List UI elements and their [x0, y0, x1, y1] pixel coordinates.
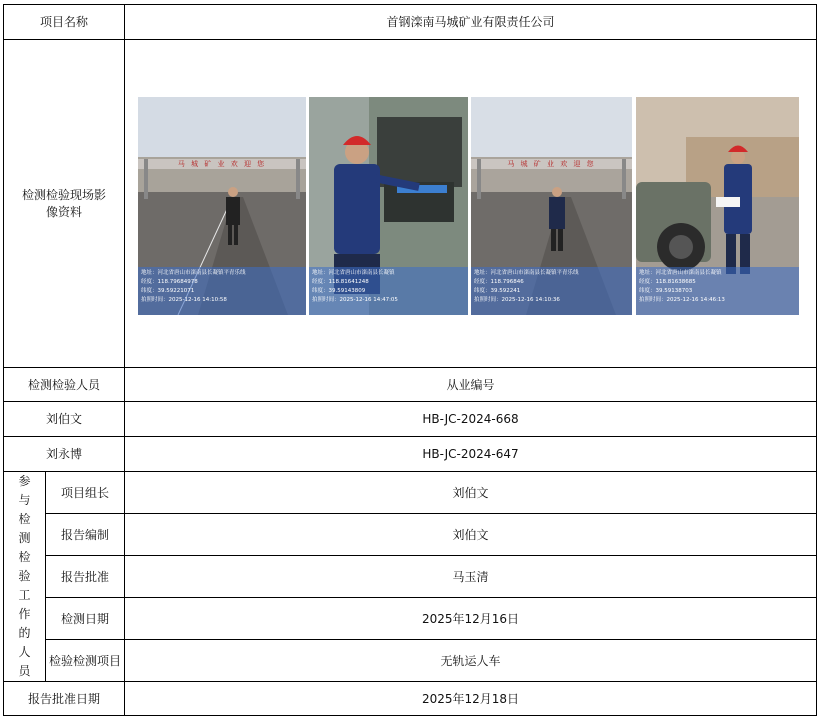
- inspectors-label: 检测检验人员: [4, 368, 125, 402]
- participants-label: 参与检测检验工作的人员: [4, 472, 46, 682]
- images-label: 检测检验现场影像资料: [4, 40, 125, 368]
- photo-3-watermark: 地址：河北省唐山市滦南县长凝镇平青乐线 经度：118.796846 纬度：39.592241 拍照时间：2025-12-16 14:10:36: [471, 267, 632, 315]
- participant-value: 2025年12月16日: [125, 598, 817, 640]
- approval-row: [4, 682, 817, 716]
- participant-row: [4, 472, 817, 514]
- inspector-row: [4, 402, 817, 437]
- approval-date-label: 报告批准日期: [4, 682, 125, 716]
- participant-value: 刘伯文: [125, 514, 817, 556]
- participant-field: 项目组长: [46, 472, 125, 514]
- participant-row: [4, 640, 817, 682]
- photo-4-watermark: 地址：河北省唐山市滦南县长凝镇 经度：118.81638685 纬度：39.59138703 拍照时间：2025-12-16 14:46:13: [636, 267, 799, 315]
- participant-field: 检验检测项目: [46, 640, 125, 682]
- inspector-row: [4, 437, 817, 472]
- project-name-row: [4, 5, 817, 40]
- info-table: [3, 4, 817, 716]
- participant-field: 检测日期: [46, 598, 125, 640]
- project-name-value: 首钢滦南马城矿业有限责任公司: [125, 5, 817, 40]
- site-photo-4: [636, 97, 799, 315]
- images-cell: [125, 40, 817, 368]
- inspector-cert: HB-JC-2024-647: [125, 437, 817, 472]
- images-row: [4, 40, 817, 368]
- participant-value: 刘伯文: [125, 472, 817, 514]
- site-photo-3: 马 城 矿 业 欢 迎 您 地址：河北省唐山市滦南县长凝镇平青乐线 经度：118.796846 纬度：39.592241 拍照时间：2025-12-16 14:10:36: [471, 97, 632, 315]
- site-photo-1: 马 城 矿 业 欢 迎 您 地址：河北省唐山市滦南县长凝镇平青乐线 经度：118.79684978 纬度：39.59221071 拍照时间：2025-12-16 14:10:58: [138, 97, 306, 315]
- participant-row: [4, 556, 817, 598]
- inspector-name: 刘永博: [4, 437, 125, 472]
- participant-row: [4, 514, 817, 556]
- participant-field: 报告批准: [46, 556, 125, 598]
- participant-row: [4, 598, 817, 640]
- site-photo-2: [309, 97, 468, 315]
- cert-label: 从业编号: [125, 368, 817, 402]
- inspector-name: 刘伯文: [4, 402, 125, 437]
- project-name-label: 项目名称: [4, 5, 125, 40]
- photo-1-watermark: 地址：河北省唐山市滦南县长凝镇平青乐线 经度：118.79684978 纬度：39.59221071 拍照时间：2025-12-16 14:10:58: [138, 267, 306, 315]
- report-form: [3, 4, 817, 716]
- approval-date-value: 2025年12月18日: [125, 682, 817, 716]
- inspectors-header-row: [4, 368, 817, 402]
- photo-2-watermark: 地址：河北省唐山市滦南县长凝镇 经度：118.81641248 纬度：39.59143809 拍照时间：2025-12-16 14:47:05: [309, 267, 468, 315]
- participant-value: 无轨运人车: [125, 640, 817, 682]
- inspector-cert: HB-JC-2024-668: [125, 402, 817, 437]
- participant-value: 马玉清: [125, 556, 817, 598]
- participant-field: 报告编制: [46, 514, 125, 556]
